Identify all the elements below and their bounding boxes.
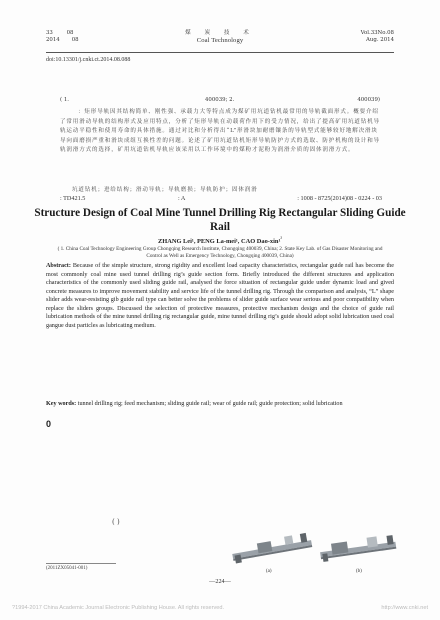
document-code: : A	[178, 195, 186, 202]
classification-line	[60, 195, 382, 204]
copyright-footer	[0, 605, 440, 614]
header-date-en: Aug. 2014	[366, 37, 394, 44]
journal-name-en: Coal Technology	[196, 37, 244, 45]
abstract-cn	[60, 108, 382, 156]
header-center	[46, 30, 394, 46]
affiliation-cn	[60, 97, 380, 105]
authors-en-sup: ²	[280, 236, 282, 242]
keywords-en	[46, 400, 394, 409]
footnote-rule	[46, 563, 116, 564]
figure-label-a: (a)	[266, 569, 272, 574]
footer-url: http://www.cnki.net	[381, 605, 428, 611]
clc-number: : TD421.5	[60, 195, 86, 202]
affiliation-cn-part-c: 400039)	[357, 97, 380, 103]
inline-parentheses: ( )	[112, 518, 120, 526]
page-number: —224—	[209, 578, 231, 585]
keywords-cn: 坑道钻机；进给结构；滑动导轨；导轨磨损；导轨防护；固体润滑	[72, 187, 258, 193]
authors-en	[0, 236, 440, 245]
affiliation-cn-part-b: 400039; 2.	[205, 97, 235, 103]
title-en: Structure Design of Coal Mine Tunnel Drilling Rig Rectangular Sliding Guide Rail	[34, 207, 406, 233]
guide-rail-illustrations	[228, 525, 398, 577]
doi: doi:10.13301/j.cnki.ct.2014.08.088	[46, 57, 131, 63]
header-issue: 08	[66, 30, 74, 36]
journal-name-cn: 煤 炭 技 术	[185, 30, 255, 36]
footer-copyright: ?1994-2017 China Academic Journal Electronic Publishing House. All rights reserved.	[12, 605, 225, 611]
header-month: 08	[71, 37, 79, 44]
header-volume: 33	[46, 30, 53, 36]
authors-en-names: ZHANG Lei¹, PENG La-mei¹, CAO Dao-xin¹	[158, 238, 281, 246]
abstract-cn-text: ：矩形导轨因其结构简单、刚性强、承载力大等特点成为煤矿用坑道钻机最常用的导轨截面形式。概要介绍了常用滑动导轨的结构形式及应用特点，分析了矩形导轨在动载荷作用下的受力情况，给出了提高矿用坑道钻机导轨运动平稳性和使用寿命的具体措施。通过对比和分析得出“L”形滑块加耐磨镶条的导轨型式能够较好地解决滑块导向面磨损严重和滑块成组互换性差的问题。论述了矿用坑道钻机矩形导轨防护方式的选取、防护机构的设计和导轨润滑方式的选择，矿用坑道钻机导轨应该采用以工作环境中的煤粉才泥粉为润滑介质的固体润滑方式。	[60, 109, 381, 154]
affiliation-en: ( 1. China Coal Technology Engineering Group Chongqing Research Institute, Chongqing 400039, China; 2. State Key Lab. of Gas Disaster Monitoring and Control as Well as Emergency Technology, Chongqing 400039, China)	[57, 246, 383, 260]
abstract-en-label: Abstract:	[46, 263, 71, 269]
running-header	[46, 30, 394, 52]
guide-rail-drawing-a	[232, 533, 312, 564]
header-volume-en: Vol.33No.08	[360, 30, 394, 36]
section-heading-0: 0	[46, 419, 52, 429]
keywords-en-text: tunnel drilling rig; feed mechanism; sliding guide rail; wear of guide rail; guide protection; solid lubrication	[77, 401, 343, 407]
abstract-en	[46, 262, 394, 330]
affiliation-cn-part-a: ( 1.	[60, 97, 69, 103]
abstract-en-text: Because of the simple structure, strong rigidity and excellent load capacity characteristics, rectangular guide rail has become the most commonly coal mine used tunnel drilling rig’s guide section form. Briefly introduced the different structures and application characteristics of the commonly used sliding guide rail, analysed the force situation of rectangular guide under dynamic load and gived concrete measures to improve movement stability and service life of the tunnel drilling rig. Through the comparison and analysis, “L” shape slider adds wear-resisting gib guide rail type can better solve the problems of slider guide surface wear serious and poor compatibility when replace the sliders groups. Discussed the selection of protective measures, protective mechanism design and the choice of guide rail lubrication methods of the mine tunnel drilling rig rectangular guide, mine tunnel drilling rig’s guide should adopt solid lubrication used coal gangue dust particles as lubricating medium.	[46, 263, 394, 329]
guide-rail-drawing-b	[320, 535, 396, 562]
figure-guide-rails	[228, 525, 398, 577]
header-right	[361, 30, 394, 45]
keywords-en-label: Key words:	[46, 401, 77, 407]
figure-label-b: (b)	[356, 569, 362, 574]
funding-note: (2011ZX05041-001)	[46, 566, 88, 571]
article-id: : 1008 - 8725(2014)08 - 0224 - 03	[297, 195, 382, 202]
header-year: 2014	[46, 37, 60, 44]
header-rule	[46, 52, 394, 53]
